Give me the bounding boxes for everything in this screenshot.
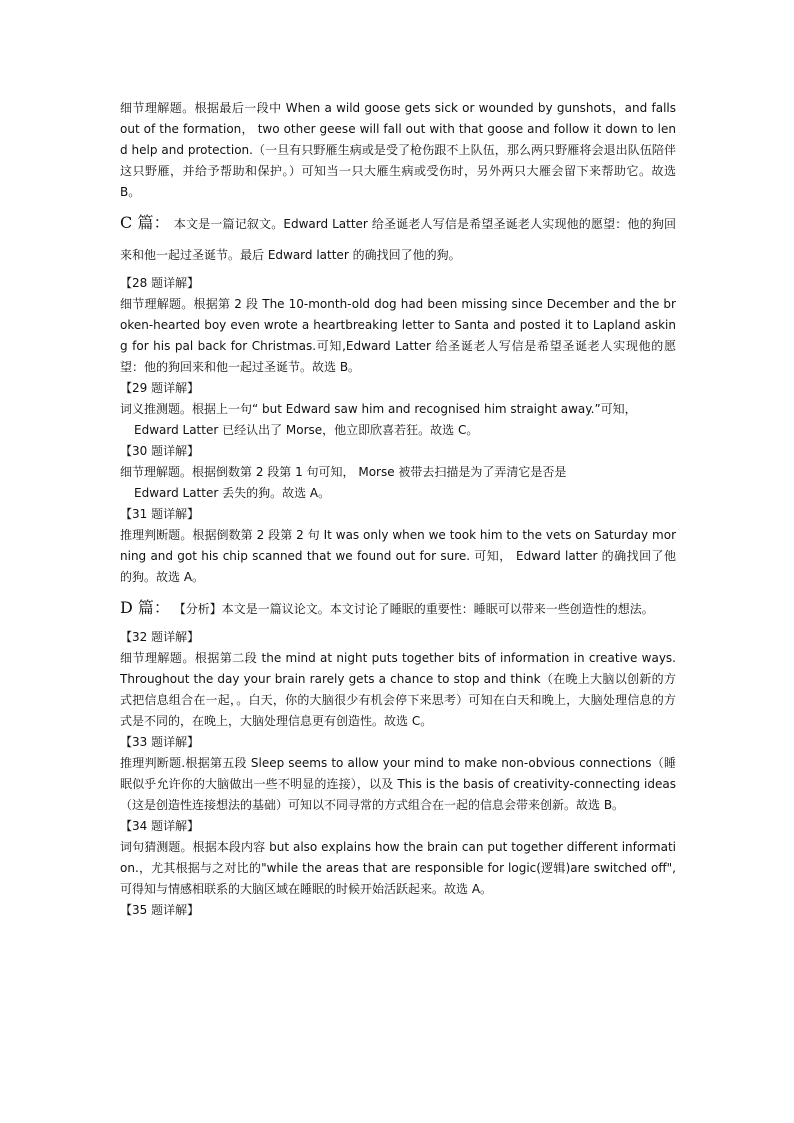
q30-heading: 【30 题详解】	[120, 444, 200, 458]
q30-explanation-line1: 细节理解题。根据倒数第 2 段第 1 句可知， Morse 被带去扫描是为了弄清它是否是	[120, 465, 567, 479]
b-section-q27-explanation: 细节理解题。根据最后一段中 When a wild goose gets sick or wounded by gunshots，and falls out of the formation， two other geese will fall out with that goose and follow it down to lend help and protection.（一旦有只野雁生病或是受了枪伤跟不上队伍，那么两只野雁将会退出队伍陪伴这只野雁，并给予帮助和保护。）可知当一只大雁生病或受伤时，另外两只大雁会留下来帮助它。故选 B。	[120, 101, 676, 199]
q29-heading: 【29 题详解】	[120, 381, 200, 395]
answer-explanations	[120, 98, 676, 921]
c-section-label: C 篇：	[120, 213, 170, 232]
q28-heading: 【28 题详解】	[120, 276, 200, 290]
d-section-summary	[120, 592, 676, 625]
c-section-summary	[120, 207, 676, 271]
q29-explanation-line1: 词义推测题。根据上一句“ but Edward saw him and recognised him straight away.”可知，	[120, 402, 637, 416]
q31-explanation: 推理判断题。根据倒数第 2 段第 2 句 It was only when we took him to the vets on Saturday morning and got his chip scanned that we found out for sure. 可知， Edward latter 的确找回了他的狗。故选 A。	[120, 528, 676, 584]
q28-explanation: 细节理解题。根据第 2 段 The 10-month-old dog had been missing since December and the broken-hearted boy even wrote a heartbreaking letter to Santa and posted it to Lapland asking for his pal back for Christmas.可知,Edward Latter 给圣诞老人写信是希望圣诞老人实现他的愿望：他的狗回来和他一起过圣诞节。故选 B。	[120, 297, 676, 374]
q35-heading: 【35 题详解】	[120, 903, 200, 917]
q32-heading: 【32 题详解】	[120, 630, 200, 644]
d-section-summary-text: 【分析】本文是一篇议论文。本文讨论了睡眠的重要性：睡眠可以带来一些创造性的想法。	[169, 602, 654, 616]
q32-explanation: 细节理解题。根据第二段 the mind at night puts together bits of information in creative ways. Throughout the day your brain rarely gets a chance to stop and think（在晚上大脑以创新的方式把信息组合在一起，。白天，你的大脑很少有机会停下来思考）可知在白天和晚上，大脑处理信息的方式是不同的，在晚上，大脑处理信息更有创造性。故选 C。	[120, 651, 676, 728]
d-section-label: D 篇：	[120, 598, 170, 617]
q30-explanation-line2: Edward Latter 丢失的狗。故选 A。	[134, 486, 331, 500]
q31-heading: 【31 题详解】	[120, 507, 200, 521]
q34-explanation: 词句猜测题。根据本段内容 but also explains how the brain can put together different information.，尤其根据与之对比的"while the areas that are responsible for logic(逻辑)are switched off",可得知与情感相联系的大脑区域在睡眠的时候开始活跃起来。故选 A。	[120, 840, 676, 896]
c-section-summary-text: 本文是一篇记叙文。Edward Latter 给圣诞老人写信是希望圣诞老人实现他的愿望：他的狗回来和他一起过圣诞节。最后 Edward latter 的确找回了他的狗。	[120, 217, 676, 262]
q29-explanation-line2: Edward Latter 已经认出了 Morse，他立即欣喜若狂。故选 C。	[134, 423, 479, 437]
q34-heading: 【34 题详解】	[120, 819, 200, 833]
q33-heading: 【33 题详解】	[120, 735, 200, 749]
q33-explanation: 推理判断题.根据第五段 Sleep seems to allow your mind to make non-obvious connections（睡眠似乎允许你的大脑做出一些不明显的连接），以及 This is the basis of creativity-connecting ideas（这是创造性连接想法的基础）可知以不同寻常的方式组合在一起的信息会带来创新。故选 B。	[120, 756, 676, 812]
